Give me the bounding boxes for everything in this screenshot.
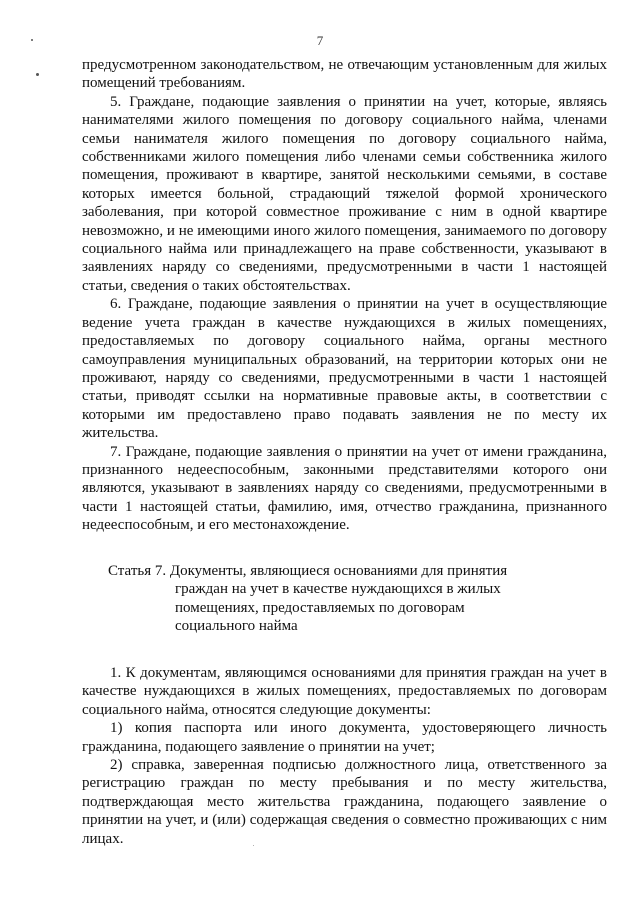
paragraph-continuation: предусмотренном законодательством, не отвечающим установленным для жилых помещений требованиям. — [82, 57, 607, 92]
article-heading — [82, 562, 607, 636]
paragraph-6: 6. Граждане, подающие заявления о принятии на учет в осуществляющие ведение учета граждан в качестве нуждающихся в жилых помещениях, предоставляемых по договору социального найма, органы местного самоуправления муниципальных образований, на территории которых они не проживают, наряду со сведениями, предусмотренными в части 1 настоящей статьи, приводят ссылки на нормативные правовые акты, в соответствии с которыми им предоставлено право подавать заявления не по месту их жительства. — [82, 296, 607, 442]
paragraph-7: 7. Граждане, подающие заявления о принятии на учет от имени гражданина, признанного недееспособным, законными представителями которого они являются, указывают в заявлениях наряду со сведениями, предусмотренными в части 1 настоящей статьи, фамилию, имя, отчество гражданина, признанного недееспособным, и его местонахождение. — [82, 443, 607, 534]
document-body — [82, 56, 607, 848]
page-number: 7 — [316, 33, 324, 48]
scan-speck — [36, 73, 39, 76]
article-title-rest: граждан на учет в качестве нуждающихся в жилых помещениях, предоставляемых по договорам социального найма — [175, 581, 501, 635]
paragraph-5: 5. Граждане, подающие заявления о принятии на учет, которые, являясь нанимателями жилого помещения по договору социального найма, членами семьи нанимателя жилого помещения по договору социального найма, собственниками жилого помещения либо членами семьи собственника жилого помещения, проживают в квартире, занятой несколькими семьями, в составе которых имеется больной, страдающий тяжелой формой хронического заболевания, при которой совместное проживание с ним в одной квартире невозможно, и не имеющими иного жилого помещения, занимаемого по договору социального найма или принадлежащего на праве собственности, указывают в заявлениях наряду со сведениями, предусмотренными в части 1 настоящей статьи, сведения о таких обстоятельствах. — [82, 93, 607, 294]
spacer — [82, 636, 607, 664]
article-title-first-line: Статья 7. Документы, являющиеся основаниями для принятия — [108, 562, 508, 579]
article-item-1: 1) копия паспорта или иного документа, удостоверяющего личность гражданина, подающего заявление о принятии на учет; — [82, 720, 607, 755]
article-item-2: 2) справка, заверенная подписью должностного лица, ответственного за регистрацию граждан по месту пребывания и по месту жительства, подтверждающая место жительства гражданина, подающего заявление о принятии на учет, и (или) содержащая сведения о совместно проживающих с ним лицах. — [82, 756, 607, 847]
article-paragraph-1: 1. К документам, являющимся основаниями для принятия граждан на учет в качестве нуждающихся в жилых помещениях, предоставляемых по договорам социального найма, относятся следующие документы: — [82, 664, 607, 718]
